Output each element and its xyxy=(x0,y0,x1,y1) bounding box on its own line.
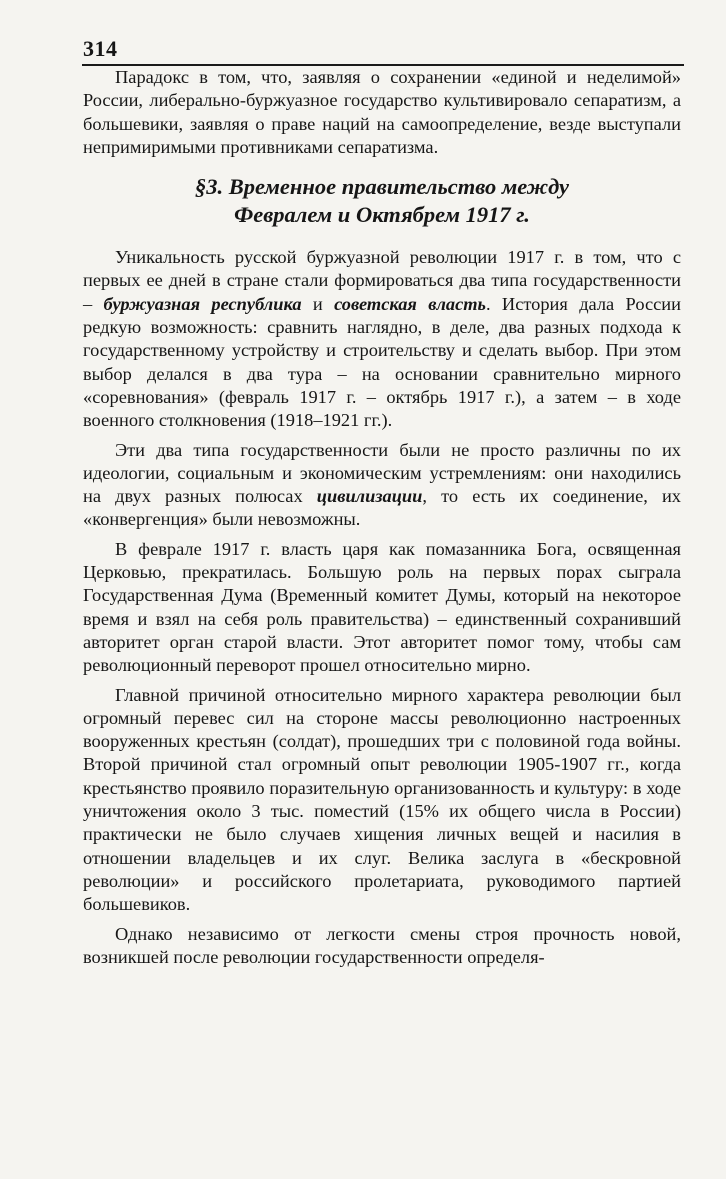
paragraph-2-text-b: , то есть их соединение, их «конвергенция» были невозможны. xyxy=(83,486,682,530)
paragraph-1-text-a: Уникальность русской буржуазной революции 1917 г. в том, что с первых ее дней в стране стали формироваться два типа государственности – xyxy=(83,247,681,314)
paragraph-2-text-a: Эти два типа государственности были не просто различны по их идеологии, социальным и экономическим устремлениям: они находились на двух разных полюсах xyxy=(83,439,681,507)
page-number: 314 xyxy=(83,36,118,61)
section-heading-line-2: Февралем и Октябрем 1917 г. xyxy=(234,202,530,228)
paragraph-5: Однако независимо от легкости смены строя прочность новой, возникшей после революции государственности определя- xyxy=(83,923,681,967)
term-soviet-power: советская власть xyxy=(334,293,486,314)
term-bourgeois-republic: буржуазная республика xyxy=(103,293,302,314)
section-heading-line-1: §3. Временное правительство между xyxy=(195,174,569,200)
paragraph-2 xyxy=(83,439,681,532)
page-body xyxy=(83,66,681,969)
paragraph-4: Главной причиной относительно мирного характера революции был огромный перевес сил на стороне массы революционно настроенных вооруженных крестьян (солдат), прошедших три с половиной года войны. Второй причиной стал огромный опыт революции 1905-1907 гг., когда крестьянство проявило поразительную организованность и культуру: в ходе уничтожения около 3 тыс. поместий (15% их общего числа в России) практически не было случаев хищения личных вещей и насилия в отношении владельцев и их слуг. Велика заслуга в «бескровной революции» и российского пролетариата, руководимого партией большевиков. xyxy=(83,684,681,915)
paragraph-1-text-b: и xyxy=(301,293,335,314)
paragraph-3: В феврале 1917 г. власть царя как помазанника Бога, освященная Церковью, прекратилась. Большую роль на первых порах сыграла Государственная Дума (Временный комитет Думы, который на некоторое время и взял на себя роль правительства) – единственный сохранивший авторитет орган старой власти. Этот авторитет помог тому, чтобы сам революционный переворот прошел относительно мирно. xyxy=(83,538,681,676)
paragraph-1-text-c: . История дала России редкую возможность: сравнить наглядно, в деле, два разных подхода к государственному устройству и строительству и сделать выбор. При этом выбор делался в два тура – на основании сравнительно мирного «соревнования» (февраль 1917 г. – октябрь 1917 г.), а затем – в ходе военного столкновения (1918–1921 гг.). xyxy=(83,293,681,431)
section-heading xyxy=(83,173,681,229)
intro-paragraph: Парадокс в том, что, заявляя о сохранении «единой и неделимой» России, либерально-буржуазное государство культивировало сепаратизм, а большевики, заявляя о праве наций на самоопределение, везде выступали непримиримыми противниками сепаратизма. xyxy=(83,67,681,157)
paragraph-1 xyxy=(83,246,681,432)
term-civilization: цивилизации xyxy=(316,486,423,507)
